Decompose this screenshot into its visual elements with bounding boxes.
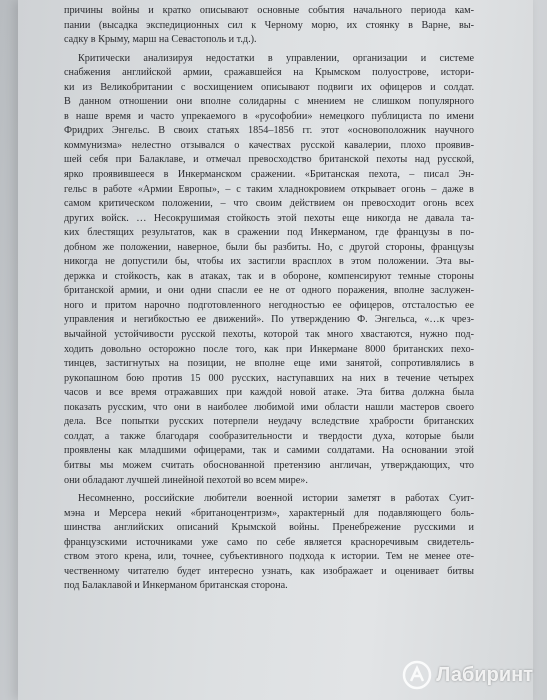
text-line: снабжения английской армии, сражавшейся на Крымском полуострове, истори- <box>64 67 474 79</box>
text-line: самом критическом положении, – что своим действием он превосходит огонь всех <box>64 198 474 210</box>
text-line: под Балаклавой и Инкерманом британская сторона. <box>64 580 288 592</box>
text-line: других войск. … Несокрушимая стойкость этой пехоты еще никогда не давала та- <box>64 212 474 224</box>
text-line: тинцев, застигнутых на позиции, не вполне еще ими занятой, сопротивлялись в <box>64 358 474 370</box>
text-line: британской армии, и они одни спасли ее не от одного поражения, вполне заслужен- <box>64 285 474 297</box>
text-line: садку в Крыму, марш на Севастополь и т.д.). <box>64 34 257 46</box>
text-line: дела. Все попытки русских потерпели неудачу вследствие храбрости британских <box>64 416 474 428</box>
text-line: Фридрих Энгельс. В своих статьях 1854–1856 гг. этот «основоположник научного <box>64 125 474 137</box>
text-line: показать русским, что они в наиболее любимой ими области нашли мастеров своего <box>64 401 474 413</box>
text-line: рукопашном бою против 15 000 русских, наступавших на них в течение четырех <box>64 372 474 384</box>
text-line: никогда не допустили бы, чтобы их застигли врасплох в этом положении. Эта вы- <box>64 256 474 268</box>
text-line: в наше время и часто упрекаемого в «русофобии» немецкого публициста по имени <box>64 110 474 122</box>
text-line: шинства английских описаний Крымской войны. Пренебрежение русскими и <box>64 522 474 534</box>
text-line: ходить довольно осторожно после того, как при Инкермане 8000 британских пехо- <box>64 343 474 355</box>
text-line: пании (высадка экспедиционных сил к Черному морю, их стоянку в Варне, вы- <box>64 19 474 31</box>
text-line: гельс в работе «Армии Европы», – с таким хладнокровием открывает огонь – даже в <box>64 183 474 195</box>
text-line: управления и негибкостью ее движений». По утверждению Ф. Энгельса, «…к чрез- <box>64 314 474 326</box>
paragraph <box>64 52 474 488</box>
paragraph <box>64 4 474 48</box>
text-line: ки из Великобритании с восхищением описывают подвиги их офицеров и солдат. <box>64 81 474 93</box>
text-line: битвы мы можем считать обоснованной претензию англичан, утверждающих, что <box>64 459 474 471</box>
text-line: ких блестящих результатов, как в сражении под Инкерманом, где французы в по- <box>64 227 474 239</box>
text-line: солдат, а также благодаря сообразительности и твердости духа, которые были <box>64 430 474 442</box>
text-line: мэна и Мерсера некий «британоцентризм», характерный для подавляющего боль- <box>64 507 474 519</box>
text-line: В данном отношении они вполне солидарны с мнением не слишком популярного <box>64 96 474 108</box>
text-line: коммунизма» нелестно отзывался о качествах русской кавалерии, плохо проявив- <box>64 139 474 151</box>
text-line: причины войны и кратко описывают основные события начального периода кам- <box>64 5 474 16</box>
text-line: часов и все время отражавших при каждой новой атаке. Эта битва должна была <box>64 387 474 399</box>
text-line: проявлены как младшими офицерами, так и самими солдатами. На основании этой <box>64 445 474 457</box>
paragraph <box>64 492 474 594</box>
text-line: чественному читателю будет интересно узнать, как изображает и оценивает битвы <box>64 565 474 577</box>
text-line: французскими источниками уже само по себе является красноречивым свидетель- <box>64 536 474 548</box>
text-line: шей себя при Балаклаве, и отмечал превосходство британской пехоты над русской, <box>64 154 474 166</box>
text-line: держка и стойкость, как в атаках, так и в обороне, компенсируют темные стороны <box>64 270 474 282</box>
text-line: Критически анализируя недостатки в управлении, организации и системе <box>78 52 474 64</box>
text-line: ством этого крена, или, точнее, субъективного подхода к истории. Тем не менее оте- <box>64 551 474 563</box>
text-line: вычайной устойчивости русской пехоты, которой так много хвастаются, нужно под- <box>64 329 474 341</box>
text-line: они обладают лучшей линейной пехотой во всем мире». <box>64 474 308 486</box>
page-text <box>64 4 474 594</box>
watermark-label: Лабиринт <box>436 663 533 686</box>
text-line: ярко проявившееся в Инкерманском сражении. «Британская пехота, – писал Эн- <box>64 169 474 181</box>
text-line: ного и притом нарочно подготовленного негодностью ее офицеров, отсталостью ее <box>64 299 474 311</box>
text-line: добном же положении, наверное, были бы разбиты. Но, с другой стороны, французы <box>64 241 474 253</box>
text-line: Несомненно, российские любители военной истории заметят в работах Суит- <box>78 493 474 505</box>
